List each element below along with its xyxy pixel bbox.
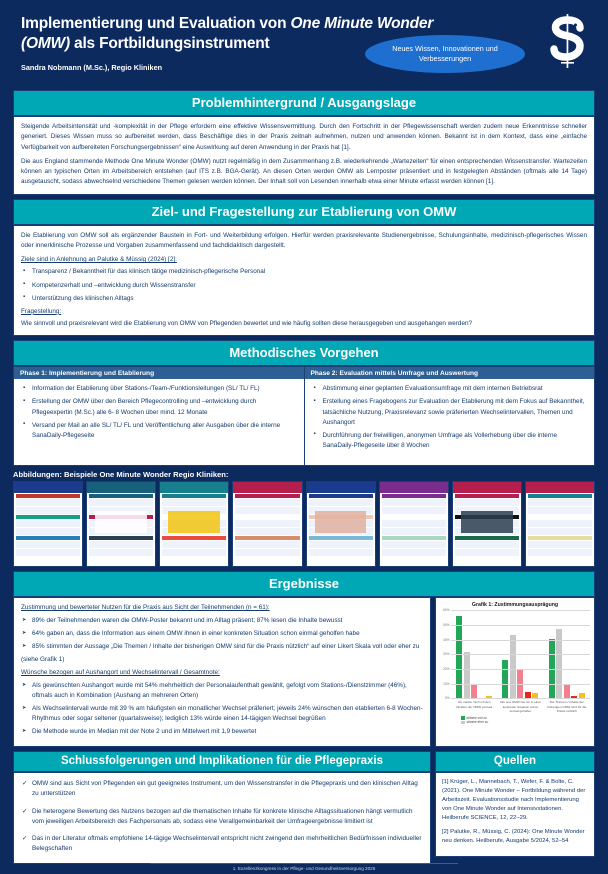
list-item: ✓ Die heterogene Bewertung des Nutzens bezogen auf die thematischen Inhalte für konkrete klinische Alltagssituationen hängt vermutlich vom jeweiligen Arbeitsbereich des Fachpersonals ab, sodass eine Verallgemeinbarkeit der Umfrageergebnisse limitiert ist [21,807,423,827]
poster-header [13,0,595,90]
chart-y-tick-label: 0% [444,696,450,701]
list-item: ▪ Kompetenzerhalt und –entwicklung durch Wissenstransfer [21,281,587,291]
list-item: ✓ OMW sind aus Sicht von Pflegenden ein gut geeignetes Instrument, um den Wissenstransfer in die Pflegepraxis und den klinischen Alltag zu unterstützen [21,779,423,799]
chart-y-tick-label: 10% [443,681,450,686]
chart-legend-swatch [461,721,465,725]
goal-intro: Die Etablierung von OMW soll als ergänzender Baustein in Fort- und Weiterbildung erfolgen. Hierfür werden praxisrelevante Studienergebnisse, Schulungsinhalte, medizinisch-pflegerisches Wissen oder innerklinische Prozesse und Vorgaben zusammenfassend und fachdidaktisch dargestellt. [21,231,587,249]
results-heading: Ergebnisse [13,571,595,597]
chart-gridline [443,667,590,672]
phase-2-column [304,367,595,465]
problem-paragraph: Steigende Arbeitsintensität und -komplexität in der Pflege erfordern eine effektive Wissensvermittlung. Durch den Fortschritt in der Pflegewissenschaft werden zudem neue Erkenntnisse schneller generiert. Dieses Wissen muss so aufbereitet werden, dass Beschäftige dies in der Praxis zeitnah aufnehmen, nutzen und anwenden können. Bekannt ist in dem Kontext, dass eine „einfache Verfügbarkeit von aufbereiteten Forschungsergebnissen“ eine Auswirkung auf deren Anwendung in der Praxis hat [1]. [21,123,587,151]
list-item: ▪ Erstellung der OMW über den Bereich Pflegecontrolling und –entwicklung durch Pflegeexpertin (M.Sc.) alle 6- 8 Wochen über mind. 12 Monate [21,397,297,417]
tagline-bubble: Neues Wissen, Innovationen und Verbesserungen [365,35,525,73]
problem-panel [13,116,595,195]
problem-paragraph: Die aus England stammende Methode One Minute Wonder (OMW) nutzt regelmäßig in dem Zusammenhang z.B. wiederkehrende „Wartezeiten“ für einen entsprechenden Wissenstransfer. Wartezeiten können an typischen Orten im Arbeitsbereich entstehen (auf ITS z.B. BGA-Gerät). An diesen Orten werden OMW als Lernposter präsentiert und in festgelegten Abständen (oftmals alle 14 Tage) ausgetauscht, sodass abwechselnd verschiedene Themen gelesen werden können. Der Inhalt soll von Lesenden innerhalb etwa einer Minute erfasst werden können [1]. [21,157,587,186]
footer-text: 1. Exzellenzkongress in der Pflege- und Gesundheitsversorgung 2026 [232,866,376,871]
list-item: ▪ Unterstützung des klinischen Alltags [21,294,587,304]
chart-legend-item [461,716,591,720]
sources-column [435,751,595,864]
omw-poster-thumb-2[interactable] [86,481,156,567]
question-label: Fragestellung: [21,307,62,315]
results-block2-label: Wünsche bezogen auf Aushangort und Wechselintervall / Gesamtnote: [21,669,220,677]
results-chart-column [435,597,595,747]
chart-legend-label: stimme voll zu [466,715,487,720]
problem-heading: Problemhintergrund / Ausgangslage [13,90,595,116]
footer-divider [150,863,458,864]
list-item: ➤ 85% stimmten der Aussage „Die Themen / Inhalte der bisherigen OMW sind für die Praxis nützlich“ auf einer Likert Skala voll oder eher zu [21,642,423,652]
goal-list-label: Ziele sind in Anlehnung an Palutke & Müssig (2024) [2]: [21,256,177,264]
omw-poster-thumb-8[interactable] [525,481,595,567]
results-panel [13,597,431,747]
chart-gridline [443,608,590,613]
phase-1-column [14,367,304,465]
chart-y-tick-label: 30% [443,652,450,657]
chart-legend-label: stimme eher zu [466,720,489,725]
list-item: ➤ 64% gaben an, dass die Information aus einem OMW ihnen in einer konkreten Situation schon einmal geholfen habe [21,629,423,639]
conclusions-column [13,751,431,864]
poster-footer [0,863,608,871]
chart-gridline [443,652,590,657]
omw-poster-thumb-6[interactable] [379,481,449,567]
chart-container [435,597,595,747]
list-item: ✓ Das in der Literatur oftmals empfohlene 14-tägige Wechselintervall entspricht nicht zwingend den mehrheitlichen Bedürfnissen individueller Belegschaften [21,834,423,854]
list-item: ➤ Als gewünschten Aushangort wurde mit 54% mehrheitlich der Personalaufenthalt gewählt, gefolgt vom Stations-/Dienstzimmer (46%), oftmals auch in Kombination (Aushang an mehreren Orten) [21,681,423,701]
methods-phases [13,366,595,466]
chart-gridline [443,637,590,642]
omw-poster-thumb-1[interactable] [13,481,83,567]
phase-2-body [305,379,595,465]
chart-bar [502,660,508,700]
omw-poster-thumb-7[interactable] [452,481,522,567]
figures-caption: Abbildungen: Beispiele One Minute Wonder Regio Kliniken: [13,470,229,480]
phase-1-body [14,379,304,465]
chart-bar [471,685,477,700]
results-block1-label: Zustimmung und bewerteter Nutzen für die Praxis aus Sicht der Teilnehmenden (n = 61): [21,604,270,612]
chart-legend [461,716,591,725]
chart-x-tick-label: Die Themen / Inhalte der bisherigen OMW sind für die Praxis nützlich [547,700,587,713]
list-item: ▪ Versand per Mail an alle SL/ TL/ FL und Veröffentlichung aller Ausgaben über die interne SanaDaily-Pflegeseite [21,421,297,441]
figure-thumbnail-row [13,481,595,567]
section-methods [13,340,595,466]
list-item: ▪ Durchführung der freiwilligen, anonymen Umfrage als Vollerhebung über die interne SanaDaily-Pflegeseite über 8 Wochen [312,431,588,451]
omw-poster-thumb-3[interactable] [159,481,229,567]
chart-plot-area [443,608,590,701]
list-item: ▪ Abstimmung einer geplanten Evaluationsumfrage mit dem internen Betriebsrat [312,384,588,394]
title-part-1: Implementierung und Evaluation von [21,15,291,32]
chart-bar [564,685,570,700]
section-figures [13,470,595,567]
list-item: ▪ Transparenz / Bekanntheit für das klinisch tätige medizinisch-pflegerische Personal [21,267,587,277]
list-item: ▪ Information der Etablierung über Stations-/Team-/Funktionsleitungen (SL/ TL/ FL) [21,384,297,394]
goal-heading: Ziel- und Fragestellung zur Etablierung von OMW [13,199,595,225]
omw-poster-thumb-4[interactable] [232,481,302,567]
methods-heading: Methodisches Vorgehen [13,340,595,366]
chart-gridline [444,696,590,701]
goal-list [21,267,587,303]
research-question: Wie sinnvoll und praxisrelevant wird die Etablierung von OMW von Pflegenden bewertet und wie häufig sollten diese herausgegeben und ausgehangen werden? [21,320,473,328]
list-item: ➤ Als Wechselintervall wurde mit 39 % am häufigsten ein monatlicher Wechsel präferiert; jeweils 24% wünschen den etablierten 6-8 Wochen-Rhythmus oder sogar seltener (quartalsweise); lediglich 13% würde einen 14-tägigen Wechsel begrüßen [21,704,423,724]
omw-poster-thumb-5[interactable] [306,481,376,567]
chart-bar [456,616,462,700]
sources-heading: Quellen [435,751,595,772]
chart-bar [464,652,470,699]
results-block1-list [21,616,423,652]
results-text-column [13,597,431,747]
list-item: ➤ 89% der Teilnehmenden waren die OMW-Poster bekannt und im Alltag präsent; 87% lesen die Inhalte bewusst [21,616,423,626]
chart-legend-swatch [461,716,465,720]
results-body [13,597,595,747]
list-item: ➤ Die Methode wurde im Median mit der Note 2 und im Mittelwert mit 1,9 bewertet [21,727,423,737]
title-italic: One Minute Wonder (OMW) [21,15,434,53]
chart-title: Grafik 1: Zustimmungsausprägung [471,602,559,609]
chart-gridline [443,681,590,686]
sources-panel [435,772,595,857]
phase-2-title: Phase 2: Evaluation mittels Umfrage und Auswertung [305,367,595,379]
chart-y-tick-label: 40% [443,637,450,642]
chart-x-tick-label: Info aus OMW hat mir in einer konkreten Situation schon einmal geholfen [499,700,542,713]
phase-1-list [21,384,297,441]
results-block2-list [21,681,423,738]
section-goal [13,199,595,337]
list-item: ▪ Erstellung eines Fragebogens zur Evaluation der Etablierung mit dem Fokus auf Bekanntheit, tatsächliche Nutzung, Praxisrelevanz sowie präferierten Wechselintervallen, Themen und Aushangort [312,397,588,427]
section-results [13,571,595,747]
author-line: Sandra Nobmann (M.Sc.), Regio Kliniken [21,63,163,73]
chart-y-tick-label: 20% [443,667,450,672]
asclepius-snake-staff-logo [547,12,589,70]
title-part-2: als Fortbildungsinstrument [69,35,270,53]
chart-gridline [443,623,590,628]
chart-y-tick-label: 60% [443,608,450,613]
chart-bar [510,635,516,700]
conclusions-panel [13,772,431,864]
phase-1-title: Phase 1: Implementierung und Etablierung [14,367,304,379]
conclusions-heading: Schlussfolgerungen und Implikationen für die Pflegepraxis [13,751,431,772]
chart-y-tick-label: 50% [443,623,450,628]
conclusions-list [21,779,423,854]
section-bottom [13,751,595,864]
reference-item: [2] Palutke, R., Müssig, C. (2024): One Minute Wonder neu denken. Heilberufe, Ausgabe 5/2024, 52–54 [442,829,585,845]
goal-panel [13,225,595,337]
see-chart-note: (siehe Grafik 1) [21,656,65,664]
section-problem [13,90,595,195]
phase-2-list [312,384,588,451]
chart-x-axis-labels [451,700,590,713]
chart-legend-item [461,720,591,724]
reference-item: [1] Krüger, L., Mannebach, T., Wefer, F. & Bolte, C. (2021). One Minute Wonder – Fortbildung während der Arbeitszeit. Evaluationsstudie nach Implementierung von One Minute Wonder auf Intensivstationen. Heilberufe SCIENCE, 12, 22–29. [442,779,586,822]
chart-x-tick-label: Ich mache mich mit den Inhalten der OMW vertraut [455,700,493,709]
